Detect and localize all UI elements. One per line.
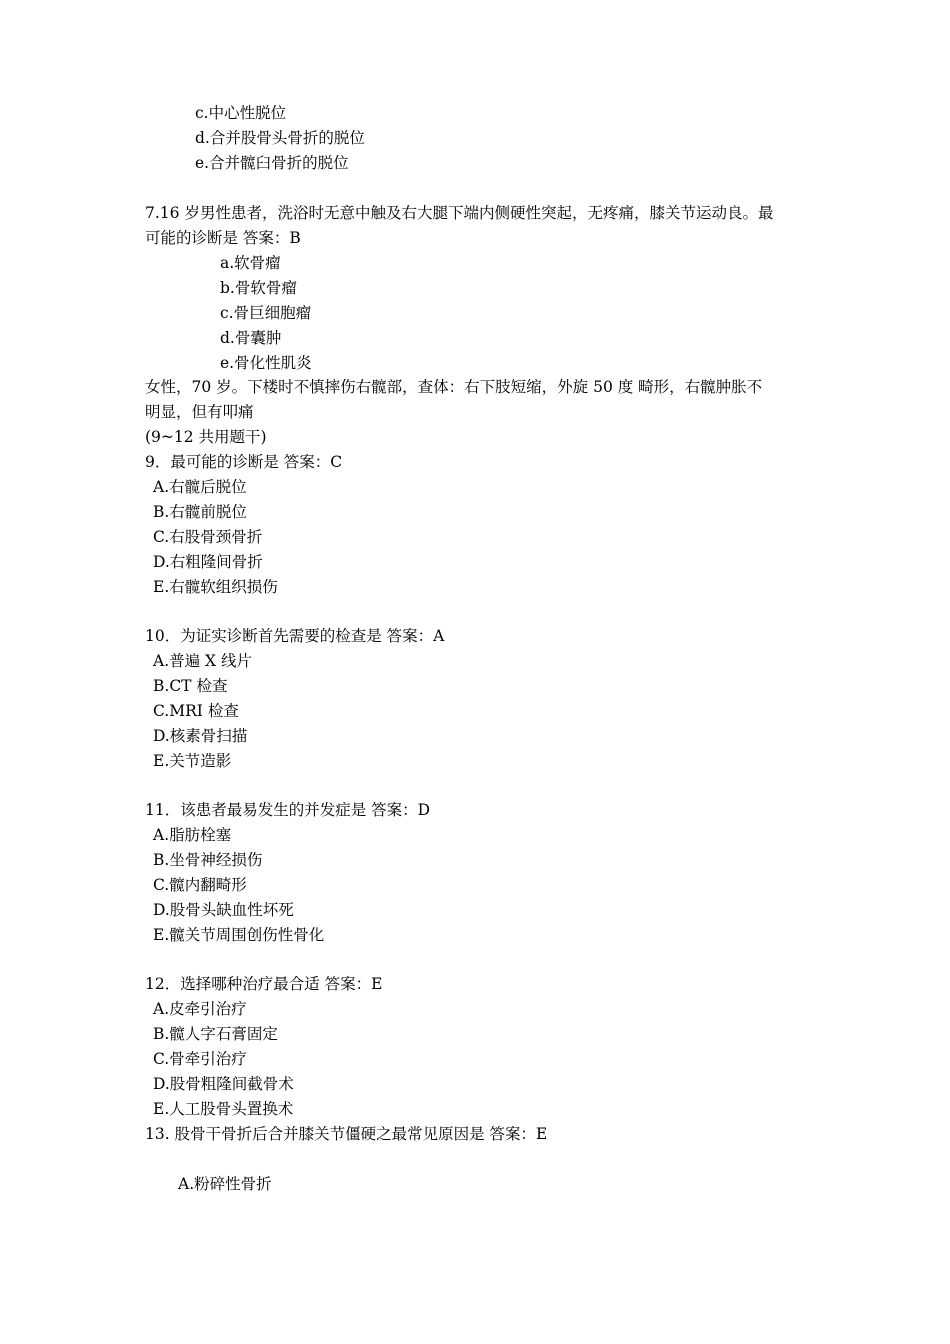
question-12-option-d: D.股骨粗隆间截骨术: [153, 1075, 294, 1093]
question-11-option-c: C.髋内翻畸形: [153, 876, 247, 894]
case-stem-line3: (9~12 共用题干): [145, 428, 267, 446]
question-12-option-e: E.人工股骨头置换术: [153, 1100, 294, 1118]
question-11-stem: 11．该患者最易发生的并发症是 答案：D: [145, 801, 431, 819]
question-7-option-e: e.骨化性肌炎: [220, 354, 312, 372]
question-10-stem: 10．为证实诊断首先需要的检查是 答案：A: [145, 627, 445, 645]
question-10-option-d: D.核素骨扫描: [153, 727, 248, 745]
question-10-option-c: C.MRI 检查: [153, 702, 239, 720]
question-11-option-d: D.股骨头缺血性坏死: [153, 901, 294, 919]
question-10-option-b: B.CT 检查: [153, 677, 228, 695]
question-7-option-a: a.软骨瘤: [220, 254, 281, 272]
question-13-option-a: A.粉碎性骨折: [178, 1175, 272, 1193]
question-13-stem: 13. 股骨干骨折后合并膝关节僵硬之最常见原因是 答案：E: [145, 1125, 548, 1143]
question-12-option-a: A.皮牵引治疗: [153, 1000, 247, 1018]
option-d: d.合并股骨头骨折的脱位: [195, 129, 365, 147]
question-10-option-e: E.关节造影: [153, 752, 232, 770]
question-7-option-d: d.骨囊肿: [220, 329, 282, 347]
question-7-option-c: c.骨巨细胞瘤: [220, 304, 312, 322]
question-7-stem-line1: 7.16 岁男性患者，洗浴时无意中触及右大腿下端内侧硬性突起，无疼痛，膝关节运动良。最: [145, 204, 774, 222]
case-stem-line2: 明显，但有叩痛: [145, 403, 254, 421]
question-10-option-a: A.普遍 X 线片: [153, 652, 253, 670]
question-9-option-d: D.右粗隆间骨折: [153, 553, 263, 571]
question-9-option-b: B.右髋前脱位: [153, 503, 247, 521]
question-11-option-b: B.坐骨神经损伤: [153, 851, 263, 869]
question-9-option-c: C.右股骨颈骨折: [153, 528, 263, 546]
question-9-option-e: E.右髋软组织损伤: [153, 578, 278, 596]
question-7-stem-line2: 可能的诊断是 答案：B: [145, 229, 301, 247]
question-11-option-e: E.髋关节周围创伤性骨化: [153, 926, 325, 944]
option-e: e.合并髋臼骨折的脱位: [195, 154, 349, 172]
question-7-option-b: b.骨软骨瘤: [220, 279, 297, 297]
option-c: c.中心性脱位: [195, 104, 287, 122]
question-11-option-a: A.脂肪栓塞: [153, 826, 232, 844]
question-9-option-a: A.右髋后脱位: [153, 478, 247, 496]
question-9-stem: 9．最可能的诊断是 答案：C: [145, 453, 343, 471]
question-12-option-b: B.髋人字石膏固定: [153, 1025, 278, 1043]
case-stem-line1: 女性，70 岁。下楼时不慎摔伤右髋部，查体：右下肢短缩，外旋 50 度 畸形，右髋肿胀不: [145, 378, 763, 396]
question-12-option-c: C.骨牵引治疗: [153, 1050, 247, 1068]
question-12-stem: 12．选择哪种治疗最合适 答案：E: [145, 975, 383, 993]
